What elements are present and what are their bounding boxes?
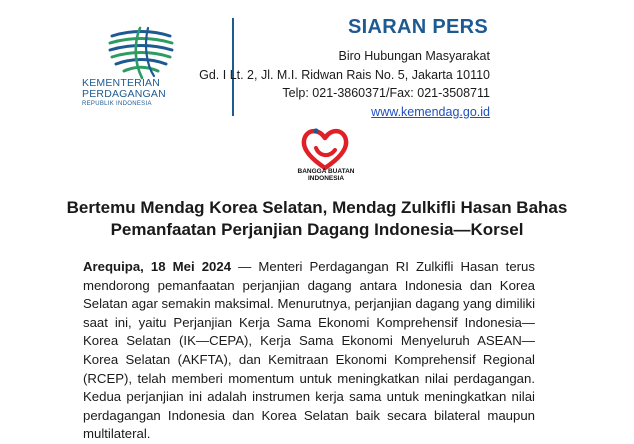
kemendag-logo-icon [100, 22, 180, 82]
emblem-line1: BANGGA BUATAN [297, 168, 355, 175]
dateline: Arequipa, 18 Mei 2024 [83, 259, 232, 274]
ministry-line1: KEMENTERIAN [82, 77, 161, 89]
press-title: SIARAN PERS [348, 16, 488, 38]
emblem-caption [292, 168, 360, 182]
headline-line2: Pemanfaatan Perjanjian Dagang Indonesia—Korsel [110, 220, 524, 239]
headline [60, 197, 574, 241]
ministry-name [82, 78, 202, 108]
contact-block [199, 47, 490, 121]
ministry-line3: REPUBLIK INDONESIA [82, 101, 152, 107]
bureau-name: Biro Hubungan Masyarakat [338, 49, 490, 63]
body-paragraph [83, 258, 535, 444]
emblem-line2: INDONESIA [307, 175, 345, 182]
headline-line1: Bertemu Mendag Korea Selatan, Mendag Zulkifli Hasan Bahas [66, 198, 568, 217]
ministry-line2: PERDAGANGAN [82, 88, 166, 100]
address: Gd. I Lt. 2, Jl. M.I. Ridwan Rais No. 5, Jakarta 10110 [199, 67, 490, 82]
bangga-buatan-indonesia-icon [299, 126, 351, 172]
phone-fax: Telp: 021-3860371/Fax: 021-3508711 [282, 86, 490, 100]
body-text: — Menteri Perdagangan RI Zulkifli Hasan terus mendorong pemanfaatan perjanjian dagang antara Indonesia dan Korea Selatan agar semakin maksimal. Menurutnya, perjanjian dagang yang dimiliki saat ini, yaitu Perjanjian Kerja Sama Ekonomi Komprehensif Indonesia—Korea Selatan (IK—CEPA), Kerja Sama Ekonomi Menyeluruh ASEAN—Korea Selatan (AKFTA), dan Kemitraan Ekonomi Komprehensif Regional (RCEP), telah memberi momentum untuk meningkatkan nilai perdagangan. Kedua perjanjian ini adalah instrumen kerja sama untuk meningkatkan nilai perdagangan Indonesia dan Korea Selatan baik secara bilateral maupun multilateral. [83, 259, 535, 442]
website-link[interactable]: www.kemendag.go.id [371, 104, 490, 119]
